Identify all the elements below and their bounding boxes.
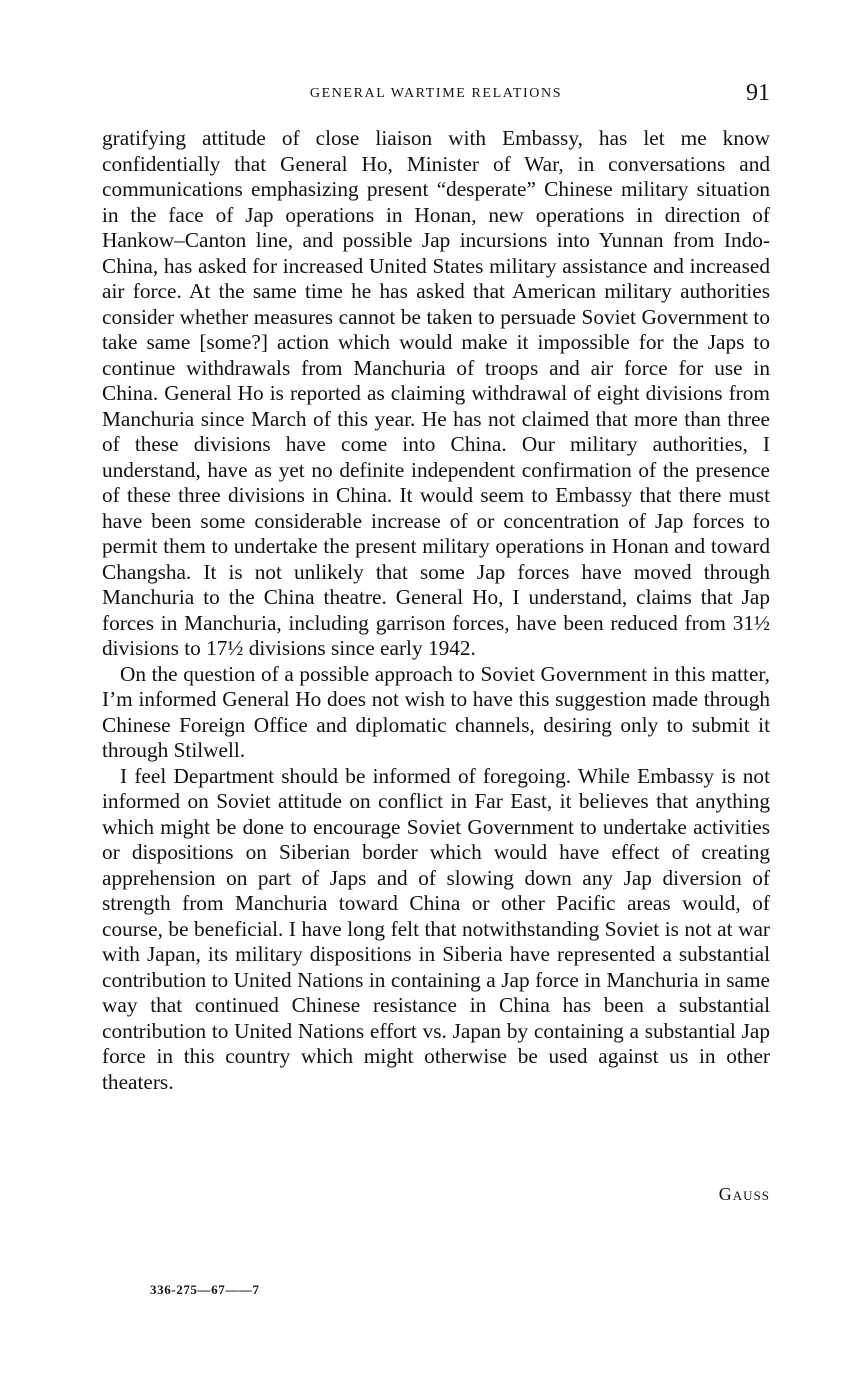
running-title: GENERAL WARTIME RELATIONS xyxy=(309,86,563,101)
paragraph-department-informed: I feel Department should be informed of foregoing. While Embassy is not informed on Soviet attitude on conflict in Far East, it believes that anything which might be done to encourage Soviet Government to undertake activities or dispositions on Siberian border which would have effect of creating apprehension on part of Japs and of slowing down any Jap diversion of strength from Manchuria toward China or other Pacific areas would, of course, be beneficial. I have long felt that notwithstanding Soviet is not at war with Japan, its military dispositions in Siberia have represented a substantial contribution to United Nations in containing a Jap force in Manchuria in same way that continued Chinese resistance in China has been a substantial contribution to United Nations effort vs. Japan by containing a substantial Jap force in this country which might otherwise be used against us in other theaters. xyxy=(102,763,770,1094)
paragraph-soviet-approach: On the question of a possible approach to Soviet Government in this matter, I’m informed General Ho does not wish to have this suggestion made through Chinese Foreign Office and diplomatic channels, desiring only to submit it through Stilwell. xyxy=(102,661,770,762)
running-head xyxy=(102,80,770,110)
page-number: 91 xyxy=(746,80,770,106)
signature: Gauss xyxy=(718,1184,770,1204)
print-code: 336-275—67——7 xyxy=(150,1282,260,1297)
paragraph-continuation: gratifying attitude of close liaison with Embassy, has let me know confidentially that General Ho, Minister of War, in conversations and communications emphasizing present “desperate” Chinese military situation in the face of Jap operations in Honan, new operations in direction of Hankow–Canton line, and possible Jap incursions into Yunnan from Indo-China, has asked for increased United States military assistance and increased air force. At the same time he has asked that American military authorities consider whether measures cannot be taken to persuade Soviet Government to take same [some?] action which would make it impossible for the Japs to continue withdrawals from Manchuria of troops and air force for use in China. General Ho is reported as claiming withdrawal of eight divisions from Manchuria since March of this year. He has not claimed that more than three of these divisions have come into China. Our military authorities, I understand, have as yet no definite independent confirmation of the presence of these three divisions in China. It would seem to Embassy that there must have been some considerable increase of or concentration of Jap forces to permit them to undertake the present military operations in Honan and toward Changsha. It is not unlikely that some Jap forces have moved through Manchuria to the China theatre. General Ho, I understand, claims that Jap forces in Manchuria, including garrison forces, have been reduced from 31½ divisions to 17½ divisions since early 1942. xyxy=(102,126,770,660)
body-text xyxy=(102,126,770,1095)
